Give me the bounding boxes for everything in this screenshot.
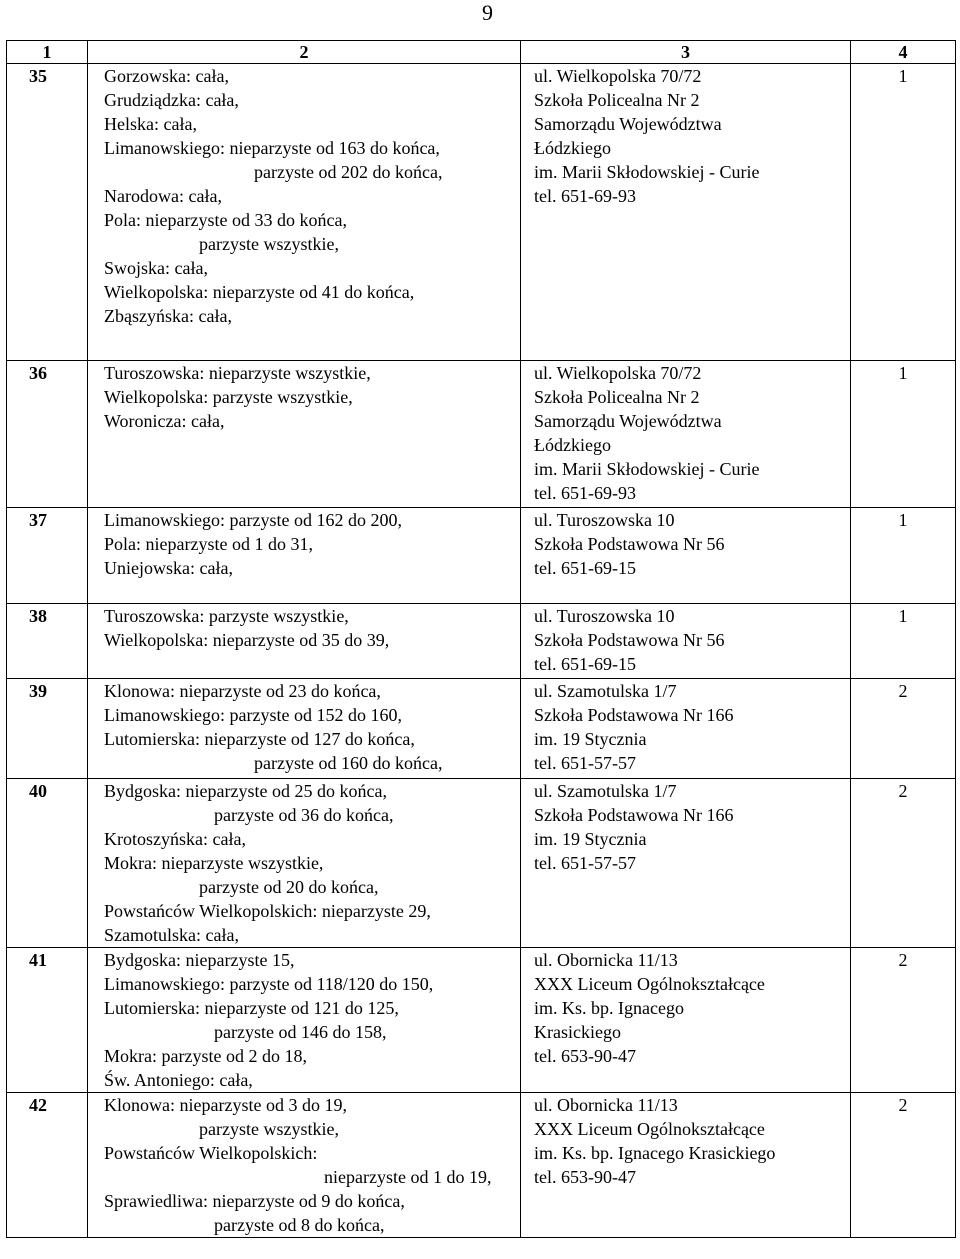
district-streets [88,64,521,361]
district-number: 35 [7,64,88,361]
street-line: Swojska: cała, [104,258,208,278]
address-line: Krasickiego [534,1022,621,1042]
polling-station-address [521,948,851,1093]
street-line: Lutomierska: nieparzyste od 127 do końca, [104,729,415,749]
header-col-2: 2 [88,41,521,64]
street-line: Limanowskiego: parzyste od 162 do 200, [104,510,402,530]
polling-districts-table [6,40,956,1238]
street-line: Klonowa: nieparzyste od 23 do końca, [104,681,381,701]
address-line: Szkoła Podstawowa Nr 166 [534,805,734,825]
address-line: Szkoła Policealna Nr 2 [534,90,700,110]
table-row [7,508,956,604]
address-line: tel. 653-90-47 [534,1046,636,1066]
page-number: 9 [482,0,493,25]
table-row [7,948,956,1093]
street-line: Św. Antoniego: cała, [104,1070,253,1090]
district-streets [88,604,521,679]
district-number: 42 [7,1093,88,1238]
street-line: Powstańców Wielkopolskich: nieparzyste 29, [104,901,431,921]
address-line: tel. 651-57-57 [534,853,636,873]
street-line: Narodowa: cała, [104,186,222,206]
street-line: Lutomierska: nieparzyste od 121 do 125, [104,998,399,1018]
table-row [7,361,956,508]
polling-station-address [521,361,851,508]
address-line: tel. 651-57-57 [534,753,636,773]
street-line: Szamotulska: cała, [104,925,239,945]
address-line: tel. 651-69-15 [534,558,636,578]
street-line: Wielkopolska: parzyste wszystkie, [104,387,353,407]
address-line: im. Marii Skłodowskiej - Curie [534,162,760,182]
polling-station-address [521,779,851,948]
address-line: im. Marii Skłodowskiej - Curie [534,459,760,479]
street-line: Pola: nieparzyste od 1 do 31, [104,534,313,554]
street-line: Krotoszyńska: cała, [104,829,246,849]
polling-station-address [521,679,851,779]
address-line: ul. Obornicka 11/13 [534,950,678,970]
district-streets [88,508,521,604]
address-line: Szkoła Policealna Nr 2 [534,387,700,407]
address-line: ul. Szamotulska 1/7 [534,681,677,701]
commission-count: 2 [851,779,956,948]
street-line: Wielkopolska: nieparzyste od 35 do 39, [104,630,390,650]
address-line: XXX Liceum Ogólnokształcące [534,974,765,994]
address-line: Szkoła Podstawowa Nr 56 [534,630,725,650]
commission-count: 1 [851,508,956,604]
address-line: ul. Wielkopolska 70/72 [534,66,702,86]
address-line: Samorządu Województwa [534,114,722,134]
address-line: ul. Wielkopolska 70/72 [534,363,702,383]
commission-count: 1 [851,64,956,361]
street-line: Mokra: parzyste od 2 do 18, [104,1046,307,1066]
address-line: ul. Turoszowska 10 [534,606,675,626]
street-line: Klonowa: nieparzyste od 3 do 19, [104,1095,347,1115]
street-line: parzyste od 20 do końca, [199,877,379,897]
district-number: 41 [7,948,88,1093]
district-streets [88,779,521,948]
street-line: Bydgoska: nieparzyste 15, [104,950,295,970]
street-line: parzyste od 202 do końca, [254,162,443,182]
polling-station-address [521,508,851,604]
header-col-1: 1 [7,41,88,64]
district-number: 40 [7,779,88,948]
address-line: Szkoła Podstawowa Nr 166 [534,705,734,725]
commission-count: 1 [851,604,956,679]
polling-station-address [521,64,851,361]
street-line: Gorzowska: cała, [104,66,229,86]
polling-station-address [521,1093,851,1238]
address-line: tel. 651-69-15 [534,654,636,674]
district-number: 36 [7,361,88,508]
address-line: Samorządu Województwa [534,411,722,431]
commission-count: 1 [851,361,956,508]
header-col-3: 3 [521,41,851,64]
commission-count: 2 [851,679,956,779]
address-line: im. 19 Stycznia [534,729,647,749]
commission-count: 2 [851,948,956,1093]
street-line: Powstańców Wielkopolskich: [104,1143,318,1163]
street-line: Mokra: nieparzyste wszystkie, [104,853,324,873]
street-line: Limanowskiego: parzyste od 152 do 160, [104,705,402,725]
street-line: Woronicza: cała, [104,411,225,431]
polling-station-address [521,604,851,679]
street-line: parzyste od 146 do 158, [214,1022,387,1042]
header-col-4: 4 [851,41,956,64]
address-line: ul. Szamotulska 1/7 [534,781,677,801]
street-line: Grudziądzka: cała, [104,90,239,110]
street-line: parzyste wszystkie, [199,234,339,254]
table-row [7,604,956,679]
street-line: parzyste od 8 do końca, [214,1215,385,1235]
street-line: nieparzyste od 1 do 19, [324,1167,492,1187]
district-number: 38 [7,604,88,679]
address-line: im. 19 Stycznia [534,829,647,849]
address-line: tel. 653-90-47 [534,1167,636,1187]
street-line: Helska: cała, [104,114,197,134]
street-line: Turoszowska: parzyste wszystkie, [104,606,349,626]
street-line: Bydgoska: nieparzyste od 25 do końca, [104,781,387,801]
district-number: 39 [7,679,88,779]
district-streets [88,1093,521,1238]
address-line: im. Ks. bp. Ignacego [534,998,684,1018]
table-row [7,779,956,948]
address-line: Łódzkiego [534,435,611,455]
street-line: Pola: nieparzyste od 33 do końca, [104,210,347,230]
address-line: tel. 651-69-93 [534,483,636,503]
street-line: parzyste od 160 do końca, [254,753,443,773]
address-line: Szkoła Podstawowa Nr 56 [534,534,725,554]
address-line: Łódzkiego [534,138,611,158]
table-row [7,64,956,361]
address-line: ul. Turoszowska 10 [534,510,675,530]
commission-count: 2 [851,1093,956,1238]
district-streets [88,948,521,1093]
street-line: parzyste wszystkie, [199,1119,339,1139]
street-line: Turoszowska: nieparzyste wszystkie, [104,363,371,383]
street-line: Wielkopolska: nieparzyste od 41 do końca, [104,282,415,302]
address-line: im. Ks. bp. Ignacego Krasickiego [534,1143,776,1163]
street-line: Limanowskiego: parzyste od 118/120 do 150, [104,974,434,994]
table-body [7,64,956,1238]
street-line: parzyste od 36 do końca, [214,805,394,825]
table-row [7,679,956,779]
district-streets [88,679,521,779]
street-line: Uniejowska: cała, [104,558,233,578]
header-row [7,41,956,64]
street-line: Zbąszyńska: cała, [104,306,232,326]
district-streets [88,361,521,508]
address-line: XXX Liceum Ogólnokształcące [534,1119,765,1139]
street-line: Sprawiedliwa: nieparzyste od 9 do końca, [104,1191,405,1211]
street-line: Limanowskiego: nieparzyste od 163 do końca, [104,138,440,158]
district-number: 37 [7,508,88,604]
table-row [7,1093,956,1238]
address-line: tel. 651-69-93 [534,186,636,206]
address-line: ul. Obornicka 11/13 [534,1095,678,1115]
